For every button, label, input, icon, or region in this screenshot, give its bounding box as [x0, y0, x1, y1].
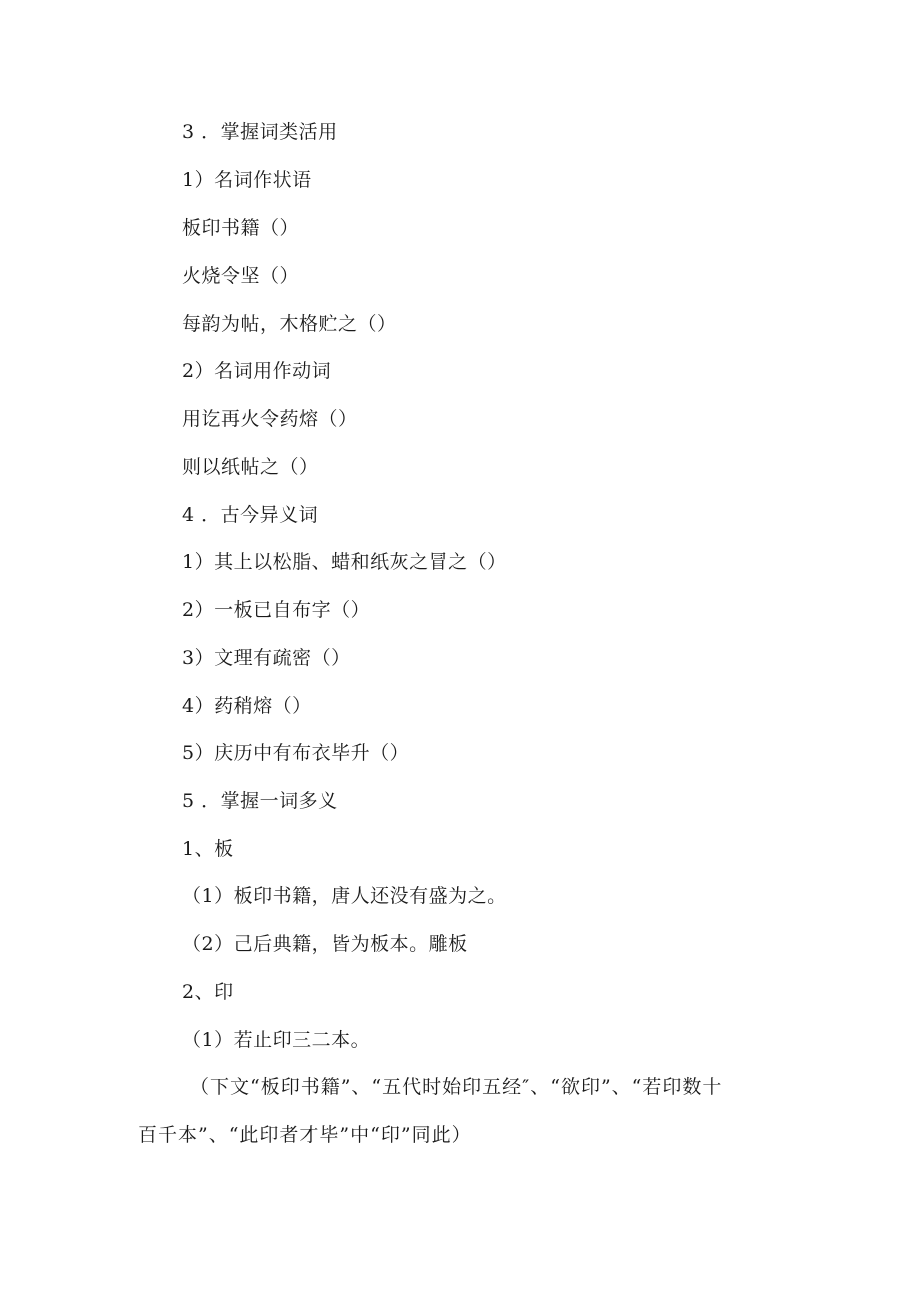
- section-heading-part-of-speech: 3 ．掌握词类活用: [182, 121, 338, 143]
- subheading-noun-as-adverbial: 1）名词作状语: [182, 169, 312, 191]
- section-heading-polysemy: 5 ．掌握一词多义: [182, 790, 338, 812]
- exercise-line: 2）一板已自布字（）: [182, 599, 371, 621]
- exercise-line: 火烧令坚（）: [182, 265, 300, 287]
- example-line: （1）若止印三二本。: [182, 1029, 371, 1051]
- exercise-line: 板印书籍（）: [182, 217, 300, 239]
- exercise-line: 4）药稍熔（）: [182, 695, 312, 717]
- subheading-noun-as-verb: 2）名词用作动词: [182, 360, 332, 382]
- exercise-line: 用讫再火令药熔（）: [182, 408, 358, 430]
- example-line: （1）板印书籍，唐人还没有盛为之。: [182, 885, 507, 907]
- exercise-line: 3）文理有疏密（）: [182, 647, 351, 669]
- exercise-line: 每韵为帖，木格贮之（）: [182, 313, 397, 335]
- note-paragraph-line-1: （下文“板印书籍”、“五代时始印五经″、“欲印”、“若印数十: [190, 1076, 723, 1098]
- exercise-line: 1）其上以松脂、蜡和纸灰之冒之（）: [182, 551, 507, 573]
- exercise-line: 5）庆历中有布衣毕升（）: [182, 742, 410, 764]
- exercise-line: 则以纸帖之（）: [182, 456, 319, 478]
- section-heading-ancient-modern-words: 4 ．古今异义词: [182, 504, 319, 526]
- subheading-word-yin: 2、印: [182, 981, 234, 1003]
- subheading-word-ban: 1、板: [182, 838, 234, 860]
- note-paragraph-line-2: 百千本”、“此印者才毕”中“印”同此）: [138, 1124, 472, 1146]
- example-line: （2）己后典籍，皆为板本。雕板: [182, 933, 468, 955]
